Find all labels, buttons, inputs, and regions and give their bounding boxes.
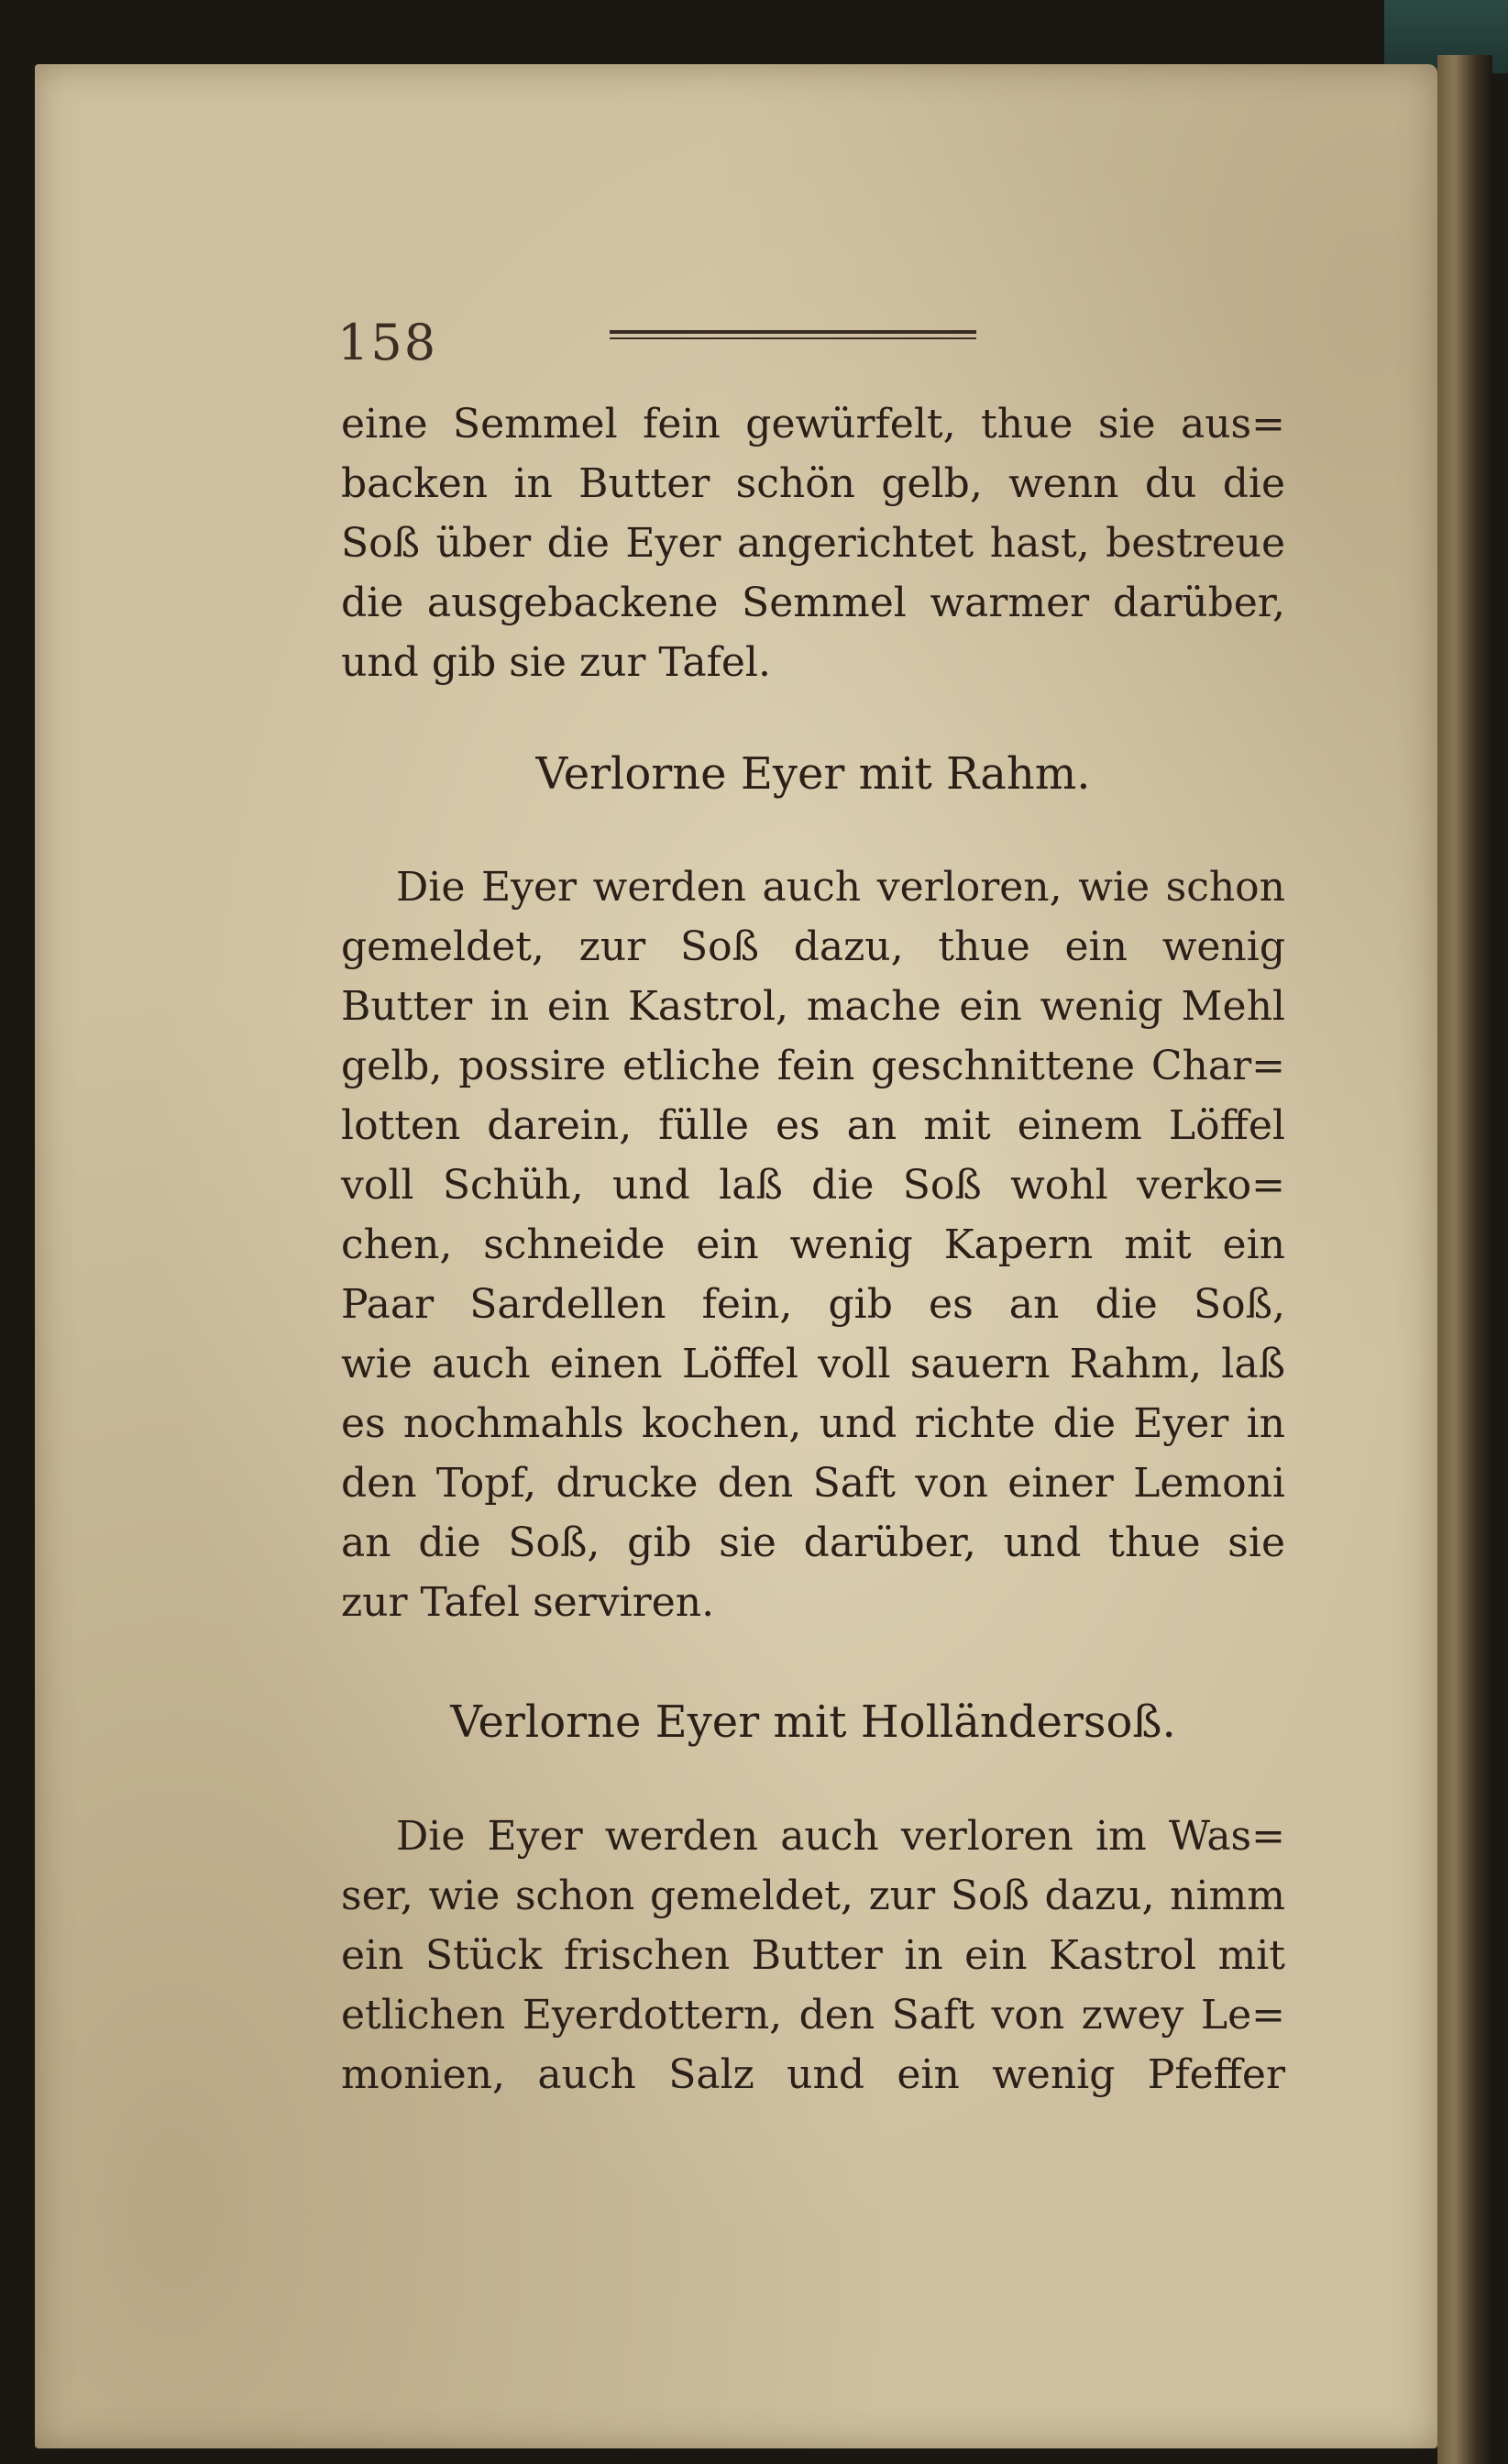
text-line: eine Semmel fein gewürfelt, thue sie aus= (341, 401, 1285, 447)
text-line: etlichen Eyerdottern, den Saft von zwey Le= (341, 1992, 1285, 2039)
text-line: chen, schneide ein wenig Kapern mit ein (341, 1221, 1285, 1268)
text-line: voll Schüh, und laß die Soß wohl verko= (341, 1162, 1285, 1209)
text-line: den Topf, drucke den Saft von einer Lemoni (341, 1460, 1285, 1507)
text-line: ein Stück frischen Butter in ein Kastrol mit (341, 1932, 1285, 1979)
text-line: backen in Butter schön gelb, wenn du die (341, 460, 1285, 507)
paragraph-3 (341, 1807, 1285, 2105)
page-stack-edge (1437, 55, 1492, 2464)
header-rule-thin (610, 337, 976, 339)
text-line: an die Soß, gib sie darüber, und thue sie (341, 1519, 1285, 1566)
text-line: gemeldet, zur Soß dazu, thue ein wenig (341, 923, 1285, 970)
text-line: monien, auch Salz und ein wenig Pfeffer (341, 2051, 1285, 2098)
text-line: es nochmahls kochen, und richte die Eyer in (341, 1400, 1285, 1447)
text-line: wie auch einen Löffel voll sauern Rahm, laß (341, 1341, 1285, 1387)
text-line: Soß über die Eyer angerichtet hast, bestreue (341, 520, 1285, 567)
text-line: Butter in ein Kastrol, mache ein wenig Mehl (341, 983, 1285, 1030)
text-line: die ausgebackene Semmel warmer darüber, (341, 580, 1285, 626)
text-line: lotten darein, fülle es an mit einem Löffel (341, 1102, 1285, 1149)
text-line: Paar Sardellen fein, gib es an die Soß, (341, 1281, 1285, 1328)
recipe-heading-2: Verlorne Eyer mit Holländersoß. (450, 1696, 1176, 1748)
header-rule (610, 330, 976, 343)
page-number: 158 (337, 314, 438, 371)
text-line: zur Tafel serviren. (341, 1579, 715, 1626)
recipe-heading-1: Verlorne Eyer mit Rahm. (535, 748, 1091, 800)
text-line: Die Eyer werden auch verloren, wie schon (396, 864, 1285, 911)
paragraph-2 (341, 857, 1285, 1632)
header-rule-thick (610, 330, 976, 334)
text-line: Die Eyer werden auch verloren im Was= (396, 1813, 1285, 1860)
text-line: gelb, possire etliche fein geschnittene Char= (341, 1043, 1285, 1089)
text-line: und gib sie zur Tafel. (341, 639, 771, 686)
text-line: ser, wie schon gemeldet, zur Soß dazu, nimm (341, 1873, 1285, 1919)
paragraph-1 (341, 394, 1285, 692)
